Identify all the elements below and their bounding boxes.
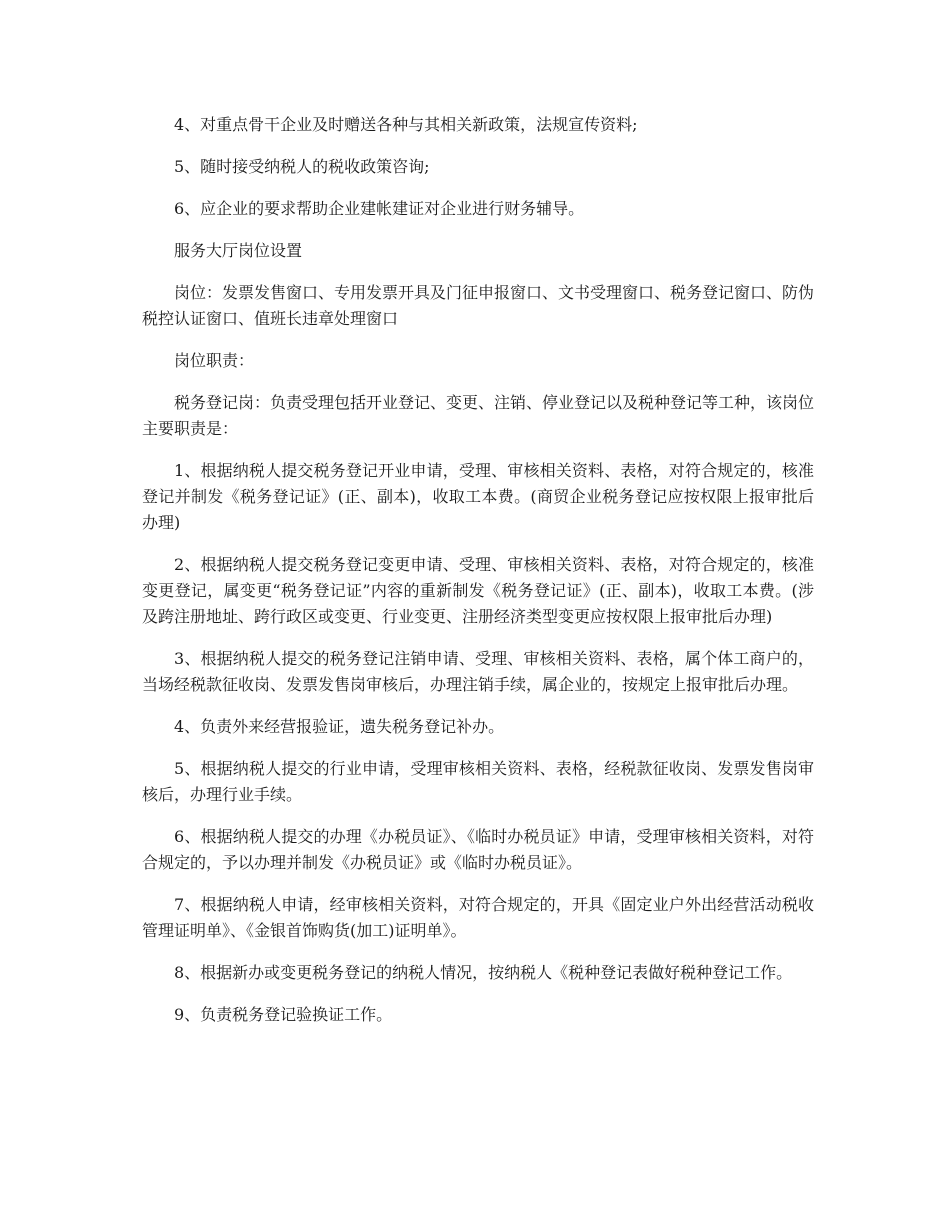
paragraph-duty-5: 5、根据纳税人提交的行业申请，受理审核相关资料、表格，经税款征收岗、发票发售岗审核后，办理行业手续。 — [142, 759, 814, 804]
paragraph-duty-1: 1、根据纳税人提交税务登记开业申请，受理、审核相关资料、表格，对符合规定的，核准登记并制发《税务登记证》(正、副本)，收取工本费。(商贸企业税务登记应按权限上报审批后办理) — [142, 461, 814, 532]
section-heading-duties: 岗位职责： — [174, 351, 255, 370]
paragraph-duty-6: 6、根据纳税人提交的办理《办税员证》、《临时办税员证》申请，受理审核相关资料，对符合规定的，予以办理并制发《办税员证》或《临时办税员证》。 — [142, 827, 814, 872]
paragraph-posts-list: 岗位：发票发售窗口、专用发票开具及门征申报窗口、文书受理窗口、税务登记窗口、防伪税控认证窗口、值班长违章处理窗口 — [142, 283, 815, 328]
paragraph-duty-8: 8、根据新办或变更税务登记的纳税人情况，按纳税人《税种登记表做好税种登记工作。 — [174, 963, 793, 982]
paragraph-duty-7: 7、根据纳税人申请，经审核相关资料，对符合规定的，开具《固定业户外出经营活动税收管理证明单》、《金银首饰购货(加工)证明单》。 — [142, 895, 814, 940]
paragraph-duty-4: 4、负责外来经营报验证，遗失税务登记补办。 — [174, 717, 505, 736]
paragraph-duty-3: 3、根据纳税人提交的税务登记注销申请、受理、审核相关资料、表格，属个体工商户的，当场经税款征收岗、发票发售岗审核后，办理注销手续，属企业的，按规定上报审批后办理。 — [142, 649, 814, 694]
section-heading-hall-posts: 服务大厅岗位设置 — [174, 241, 303, 260]
paragraph-item-4-gifts: 4、对重点骨干企业及时赠送各种与其相关新政策，法规宣传资料; — [174, 115, 638, 134]
paragraph-item-5-consulting: 5、随时接受纳税人的税收政策咨询; — [174, 157, 430, 176]
document-body — [142, 112, 814, 1044]
paragraph-item-6-accounting: 6、应企业的要求帮助企业建帐建证对企业进行财务辅导。 — [174, 199, 585, 218]
paragraph-registration-post: 税务登记岗：负责受理包括开业登记、变更、注销、停业登记以及税种登记等工种，该岗位主要职责是： — [142, 393, 815, 438]
paragraph-duty-2: 2、根据纳税人提交税务登记变更申请、受理、审核相关资料、表格，对符合规定的，核准变更登记，属变更“税务登记证”内容的重新制发《税务登记证》(正、副本)，收取工本费。(涉及跨注册地址、跨行政区或变更、行业变更、注册经济类型变更应按权限上报审批后办理) — [142, 555, 814, 626]
paragraph-duty-9: 9、负责税务登记验换证工作。 — [174, 1005, 393, 1024]
